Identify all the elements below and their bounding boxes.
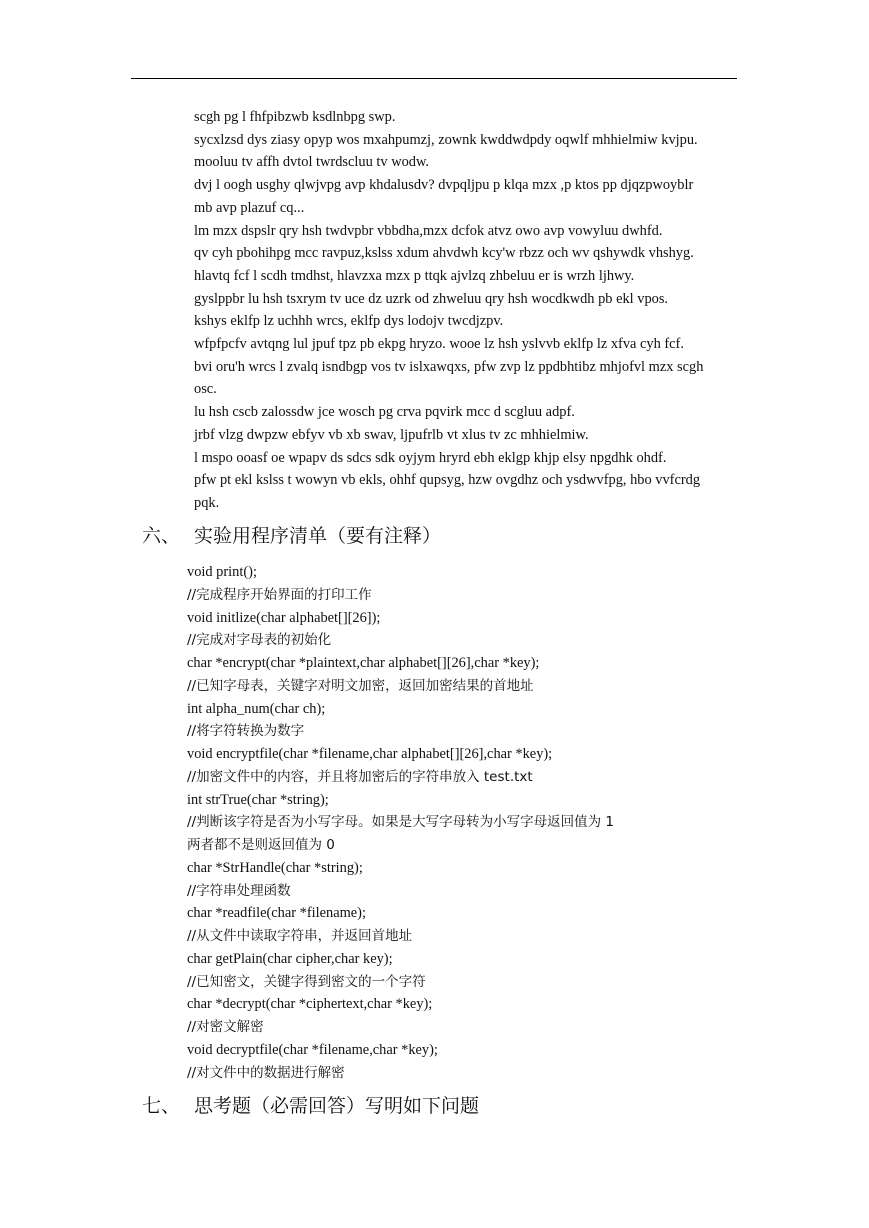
code-line: int alpha_num(char ch); — [187, 700, 326, 717]
code-line: char *encrypt(char *plaintext,char alphabet[][26],char *key); — [187, 655, 540, 671]
cipher-line: mb avp plazuf cq... — [194, 199, 305, 216]
code-comment: //对密文解密 — [187, 1019, 264, 1035]
code-line: void initlize(char alphabet[][26]); — [187, 609, 381, 626]
code-comment: //已知密文，关键字得到密文的一个字符 — [187, 973, 426, 990]
code-comment: 两者都不是则返回值为 0 — [187, 837, 335, 853]
cipher-line: qv cyh pbohihpg mcc ravpuz,kslss xdum ahvdwh kcy'w rbzz och wv qshywdk vhshyg. — [194, 245, 694, 262]
code-comment: //完成对字母表的初始化 — [187, 632, 332, 649]
cipher-line: hlavtq fcf l scdh tmdhst, hlavzxa mzx p ttqk ajvlzq zhbeluu er is wrzh ljhwy. — [194, 267, 635, 284]
code-line: void decryptfile(char *filename,char *key); — [187, 1041, 438, 1058]
code-comment: //判断该字符是否为小写字母。如果是大写字母转为小写字母返回值为 1 — [187, 814, 614, 831]
code-comment: //对文件中的数据进行解密 — [187, 1064, 345, 1081]
code-line: char *readfile(char *filename); — [187, 905, 366, 922]
code-line: int strTrue(char *string); — [187, 791, 329, 808]
cipher-line: sycxlzsd dys ziasy opyp wos mxahpumzj, zownk kwddwdpdy oqwlf mhhielmiw kvjpu. — [194, 131, 698, 148]
cipher-line: jrbf vlzg dwpzw ebfyv vb xb swav, ljpufrlb vt xlus tv zc mhhielmiw. — [194, 426, 589, 443]
cipher-line: wfpfpcfv avtqng lul jpuf tpz pb ekpg hryzo. wooe lz hsh yslvvb eklfp lz xfva cyh fcf. — [194, 336, 684, 353]
cipher-line: mooluu tv affh dvtol twrdscluu tv wodw. — [194, 154, 430, 171]
section-title: 实验用程序清单（要有注释） — [194, 525, 442, 547]
cipher-line: kshys eklfp lz uchhh wrcs, eklfp dys lodojv twcdjzpv. — [194, 313, 504, 330]
code-listing — [187, 561, 747, 1084]
code-line: void encryptfile(char *filename,char alphabet[][26],char *key); — [187, 746, 553, 762]
code-comment: //从文件中读取字符串，并返回首地址 — [187, 928, 413, 944]
cipher-line: lm mzx dspslr qry hsh twdvpbr vbbdha,mzx dcfok atvz owo avp vowyluu dwhfd. — [194, 222, 663, 239]
code-comment: //加密文件中的内容，并且将加密后的字符串放入 test.txt — [187, 768, 533, 785]
section-heading-6 — [142, 522, 441, 550]
cipher-line: pqk. — [194, 494, 220, 511]
code-line: char getPlain(char cipher,char key); — [187, 950, 393, 967]
section-title: 思考题（必需回答）写明如下问题 — [194, 1095, 480, 1117]
cipher-line: bvi oru'h wrcs l zvalq isndbgp vos tv islxawqxs, pfw zvp lz ppdbhtibz mhjofvl mzx scgh — [194, 358, 704, 375]
code-comment: //字符串处理函数 — [187, 882, 291, 899]
header-rule — [131, 78, 737, 79]
code-line: char *decrypt(char *ciphertext,char *key); — [187, 996, 433, 1013]
code-line: void print(); — [187, 564, 257, 580]
section-number: 七、 — [142, 1095, 181, 1117]
cipher-line: gyslppbr lu hsh tsxrym tv uce dz uzrk od zhweluu qry hsh wocdkwdh pb ekl vpos. — [194, 290, 669, 307]
cipher-line: pfw pt ekl kslss t wowyn vb ekls, ohhf qupsyg, hzw ovgdhz och ysdwvfpg, hbo vvfcrdg — [194, 472, 701, 489]
cipher-line: dvj l oogh usghy qlwjvpg avp khdalusdv? dvpqljpu p klqa mzx ,p ktos pp djqzpwoyblr — [194, 177, 694, 194]
code-comment: //将字符转换为数字 — [187, 723, 305, 740]
code-line: char *StrHandle(char *string); — [187, 859, 363, 876]
cipher-line: osc. — [194, 381, 217, 398]
code-comment: //已知字母表，关键字对明文加密，返回加密结果的首地址 — [187, 677, 534, 694]
section-number: 六、 — [142, 525, 181, 547]
section-heading-7 — [142, 1092, 479, 1120]
cipher-line: l mspo ooasf oe wpapv ds sdcs sdk oyjym hryrd ebh eklgp khjp elsy npgdhk ohdf. — [194, 449, 667, 466]
cipher-line: scgh pg l fhfpibzwb ksdlnbpg swp. — [194, 109, 396, 125]
ciphertext-block — [194, 106, 740, 515]
code-comment: //完成程序开始界面的打印工作 — [187, 586, 372, 603]
cipher-line: lu hsh cscb zalossdw jce wosch pg crva pqvirk mcc d scgluu adpf. — [194, 404, 575, 421]
